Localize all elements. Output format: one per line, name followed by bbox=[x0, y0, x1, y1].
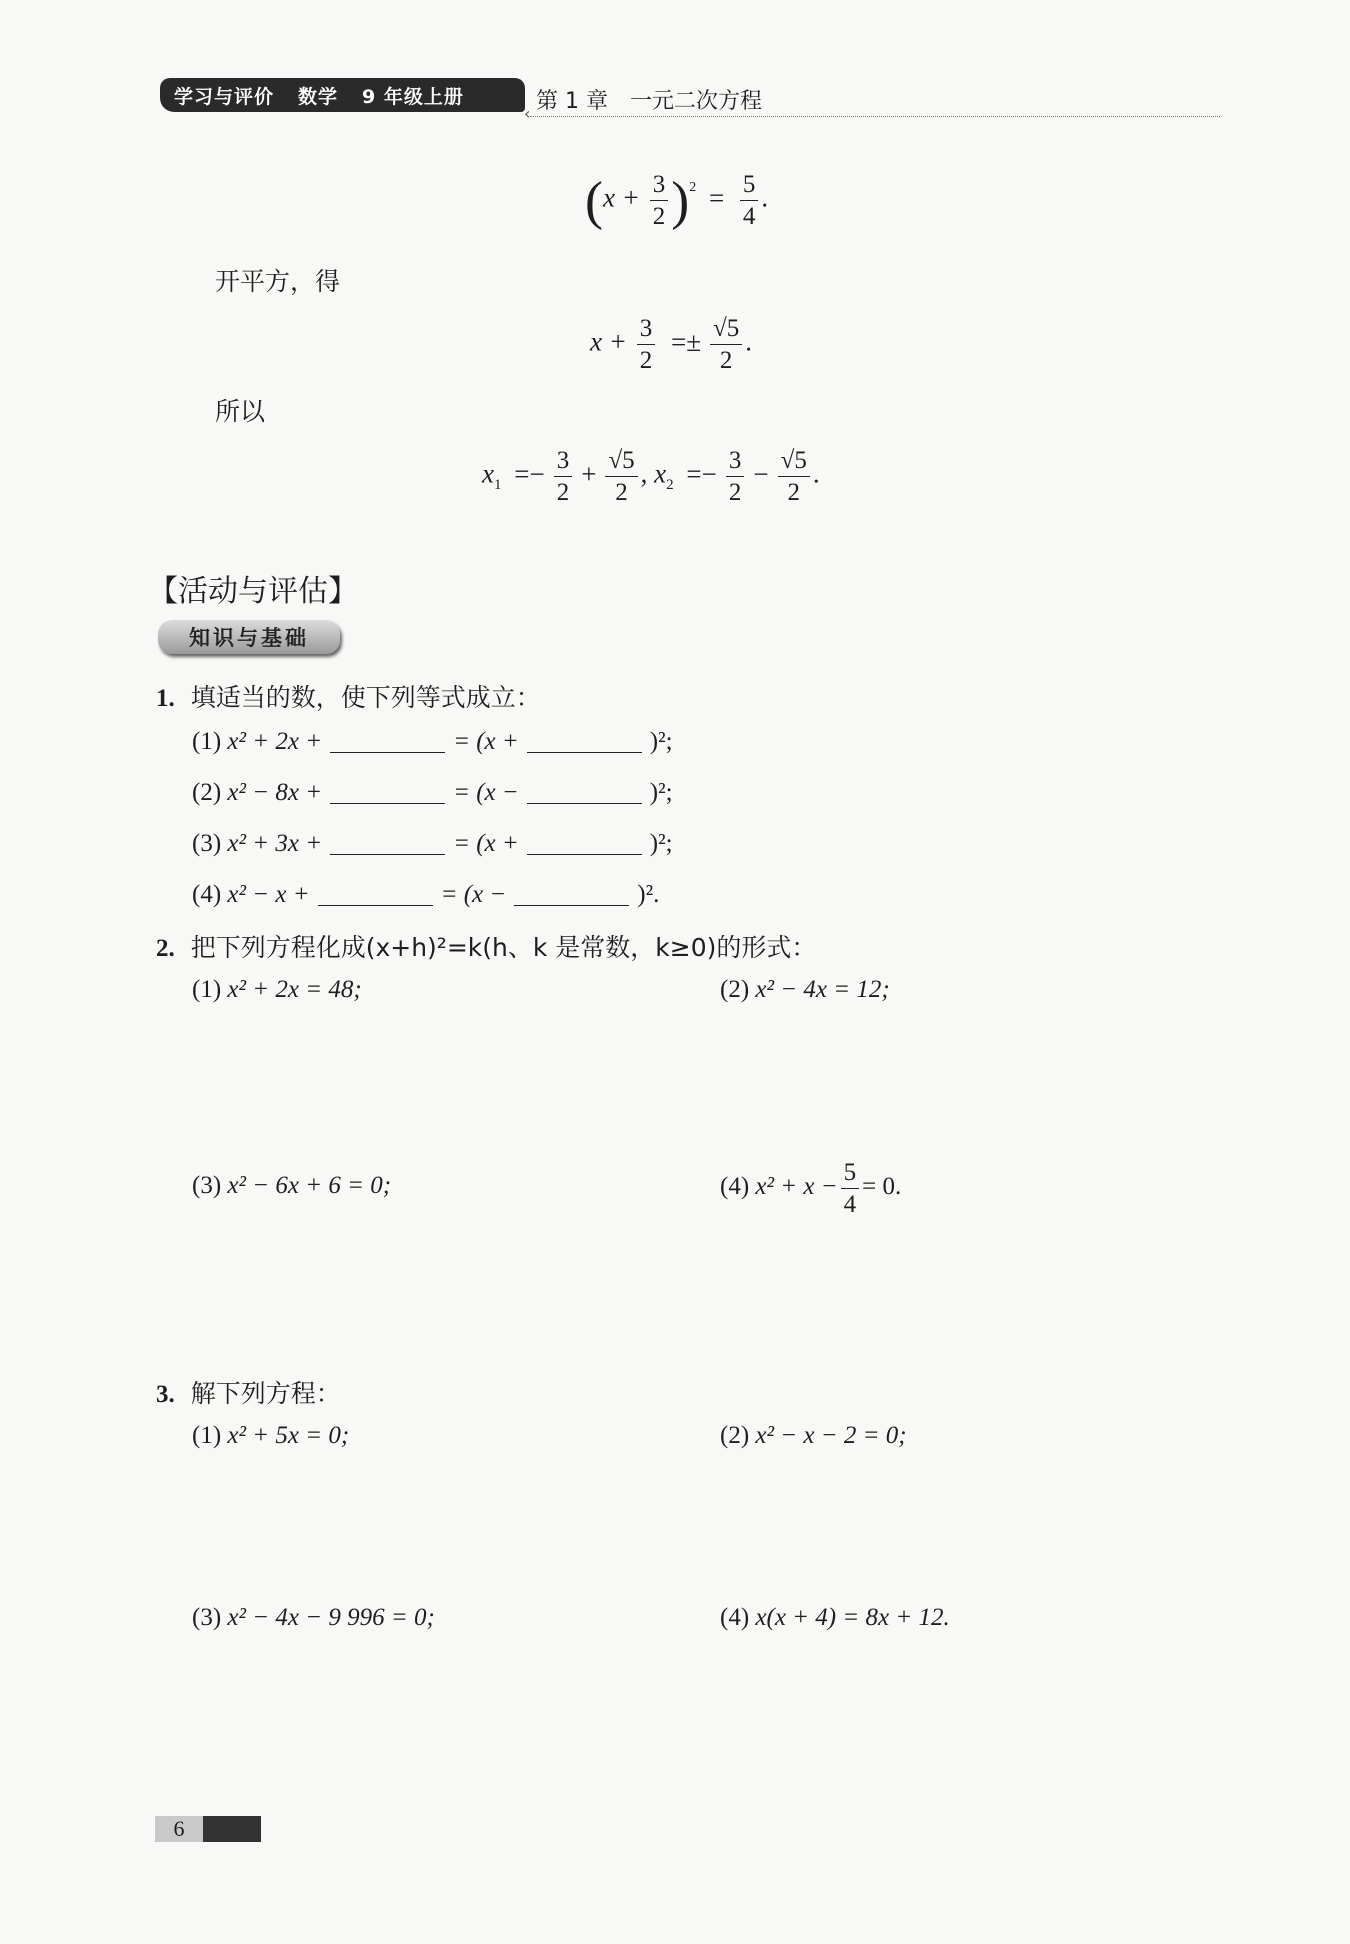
x1-sub: 1 bbox=[493, 477, 502, 494]
step2-lhs: x + bbox=[590, 326, 634, 357]
q3-item-label: (2) bbox=[720, 1422, 750, 1449]
derivation-step1: (x + $\frac{3}{2}$ )$^2$ = $\frac{5}{4}$ . bbox=[585, 170, 769, 231]
q2-item-3 bbox=[192, 1172, 391, 1200]
header-divider bbox=[530, 116, 1220, 117]
q3-item-label: (1) bbox=[192, 1422, 222, 1449]
answer-blank[interactable] bbox=[514, 905, 629, 906]
step1-frac-den: 2 bbox=[652, 203, 666, 230]
answer-blank[interactable] bbox=[330, 854, 445, 855]
x2-equals: =− bbox=[686, 458, 717, 489]
q2-item-eq: x² + 2x = 48; bbox=[227, 976, 362, 1003]
header-series-badge bbox=[160, 78, 525, 112]
page-number: 6 bbox=[155, 1816, 203, 1842]
answer-blank[interactable] bbox=[527, 752, 642, 753]
section-subtitle: 知识与基础 bbox=[189, 626, 309, 650]
step2-rhs-num: √5 bbox=[710, 316, 742, 345]
x1-a-den: 2 bbox=[556, 479, 570, 506]
q1-item-label: (1) bbox=[192, 728, 222, 755]
q3-item-2 bbox=[720, 1422, 907, 1450]
header-arrow-icon: ‹ bbox=[524, 104, 531, 123]
step2-rhs-den: 2 bbox=[719, 347, 733, 374]
x1-frac-b bbox=[605, 448, 637, 505]
q1-item-mid: = (x + bbox=[453, 830, 519, 857]
q1-item-label: (4) bbox=[192, 881, 222, 908]
q1-item-mid: = (x − bbox=[440, 881, 507, 908]
header-series: 学习与评价 bbox=[174, 85, 275, 108]
header-grade: 9 年级上册 bbox=[362, 85, 464, 108]
q1-item-end: )². bbox=[637, 881, 660, 908]
q1-item-1 bbox=[192, 728, 673, 756]
q1-item-lhs: x² + 2x + bbox=[227, 728, 323, 755]
step2-fraction bbox=[637, 316, 656, 373]
q2-item-eq-pre: x² + x − bbox=[755, 1173, 838, 1201]
step2-rhs-fraction bbox=[710, 316, 742, 373]
q1-item-end: )²; bbox=[649, 830, 673, 857]
paren-left: ( bbox=[585, 170, 603, 231]
q2-item-4 bbox=[720, 1160, 901, 1217]
label-take-sqrt: 开平方，得 bbox=[215, 267, 341, 296]
q3-item-3 bbox=[192, 1604, 435, 1632]
question-1-number: 1. bbox=[156, 685, 175, 712]
q2-item-fraction bbox=[841, 1160, 860, 1217]
q3-item-4 bbox=[720, 1604, 950, 1632]
x2-b-num: √5 bbox=[778, 448, 810, 477]
q1-item-4 bbox=[192, 881, 659, 909]
answer-blank[interactable] bbox=[527, 803, 642, 804]
q1-item-lhs: x² + 3x + bbox=[227, 830, 323, 857]
x2-var: x bbox=[654, 458, 667, 489]
x2-frac-a bbox=[726, 448, 745, 505]
q2-item-2 bbox=[720, 976, 890, 1004]
q1-item-end: )²; bbox=[649, 728, 673, 755]
x2-operator: − bbox=[753, 458, 769, 489]
step2-frac-den: 2 bbox=[639, 347, 653, 374]
q1-item-end: )²; bbox=[649, 779, 673, 806]
x1-equals: =− bbox=[514, 458, 545, 489]
step1-frac-num: 3 bbox=[650, 172, 669, 201]
q2-frac-num: 5 bbox=[841, 1160, 860, 1189]
step2-frac-num: 3 bbox=[637, 316, 656, 345]
q3-item-eq: x² − 4x − 9 996 = 0; bbox=[227, 1604, 435, 1631]
x1-b-num: √5 bbox=[605, 448, 637, 477]
x1-frac-a bbox=[554, 448, 573, 505]
header-subject: 数学 bbox=[298, 85, 339, 108]
q2-item-1 bbox=[192, 976, 362, 1004]
x1-var: x bbox=[482, 458, 494, 489]
q1-item-mid: = (x − bbox=[453, 779, 519, 806]
question-3 bbox=[156, 1374, 341, 1410]
paren-right: ) bbox=[671, 170, 690, 231]
q2-item-eq-post: = 0. bbox=[862, 1173, 902, 1201]
q2-item-label: (1) bbox=[192, 976, 222, 1003]
q1-item-lhs: x² − 8x + bbox=[227, 779, 323, 806]
q2-item-label: (4) bbox=[720, 1173, 750, 1201]
x2-a-den: 2 bbox=[728, 479, 742, 506]
q2-item-eq: x² − 4x = 12; bbox=[755, 976, 890, 1003]
q3-item-label: (4) bbox=[720, 1604, 750, 1631]
step1-fraction bbox=[650, 172, 669, 229]
q3-item-eq: x² + 5x = 0; bbox=[227, 1422, 350, 1449]
q1-item-lhs: x² − x + bbox=[227, 881, 310, 908]
step1-equals: = bbox=[708, 182, 725, 213]
q2-item-eq: x² − 6x + 6 = 0; bbox=[227, 1172, 392, 1199]
q3-item-eq: x(x + 4) = 8x + 12. bbox=[755, 1604, 950, 1631]
question-3-text: 解下列方程： bbox=[190, 1379, 341, 1408]
x1-b-den: 2 bbox=[615, 479, 628, 506]
header-chapter bbox=[536, 84, 762, 115]
step1-lhs: x + bbox=[602, 182, 647, 213]
question-3-number: 3. bbox=[156, 1381, 175, 1408]
question-1 bbox=[156, 678, 541, 714]
question-2 bbox=[156, 928, 816, 964]
x2-sub: 2 bbox=[666, 477, 674, 494]
q1-item-2 bbox=[192, 779, 673, 807]
q2-item-label: (3) bbox=[192, 1172, 222, 1199]
x2-a-num: 3 bbox=[726, 448, 745, 477]
answer-blank[interactable] bbox=[318, 905, 433, 906]
q1-item-3 bbox=[192, 830, 673, 858]
x2-frac-b bbox=[778, 448, 810, 505]
answer-blank[interactable] bbox=[527, 854, 642, 855]
x1-a-num: 3 bbox=[554, 448, 573, 477]
q2-item-label: (2) bbox=[720, 976, 750, 1003]
x2-b-den: 2 bbox=[787, 479, 800, 506]
label-so: 所以 bbox=[215, 397, 266, 426]
q1-item-mid: = (x + bbox=[453, 728, 519, 755]
step1-rhs-num: 5 bbox=[740, 172, 759, 201]
step1-rhs-den: 4 bbox=[742, 203, 756, 230]
step1-rhs-fraction bbox=[740, 172, 759, 229]
section-title: 【活动与评估】 bbox=[148, 574, 358, 609]
q2-frac-den: 4 bbox=[843, 1191, 857, 1218]
q3-item-1 bbox=[192, 1422, 349, 1450]
q3-item-eq: x² − x − 2 = 0; bbox=[755, 1422, 907, 1449]
question-2-text: 把下列方程化成(x+h)²=k(h、k 是常数，k≥0)的形式： bbox=[190, 933, 817, 962]
step2-equals: =± bbox=[670, 326, 702, 357]
q1-item-label: (3) bbox=[192, 830, 222, 857]
q1-item-label: (2) bbox=[192, 779, 222, 806]
q3-item-label: (3) bbox=[192, 1604, 222, 1631]
header-chapter-title: 一元二次方程 bbox=[629, 89, 762, 114]
x1-operator: + bbox=[581, 458, 597, 489]
derivation-step2: x + $\frac{3}{2}$ =± $\frac{√5}{2}$ . bbox=[590, 315, 752, 374]
question-2-number: 2. bbox=[156, 935, 175, 962]
derivation-roots: $x_1$ =− $\frac{3}{2}$ + $\frac{√5}{2}$ , $x_2$ =− $\frac{3}{2}$ − $\frac{√5}{2}$ . bbox=[482, 447, 820, 506]
step1-exponent: 2 bbox=[689, 179, 697, 195]
header-chapter-number: 第 1 章 bbox=[536, 89, 608, 114]
answer-blank[interactable] bbox=[330, 752, 445, 753]
question-1-text: 填适当的数，使下列等式成立： bbox=[190, 683, 541, 712]
section-subtitle-badge bbox=[158, 620, 340, 654]
answer-blank[interactable] bbox=[330, 803, 445, 804]
